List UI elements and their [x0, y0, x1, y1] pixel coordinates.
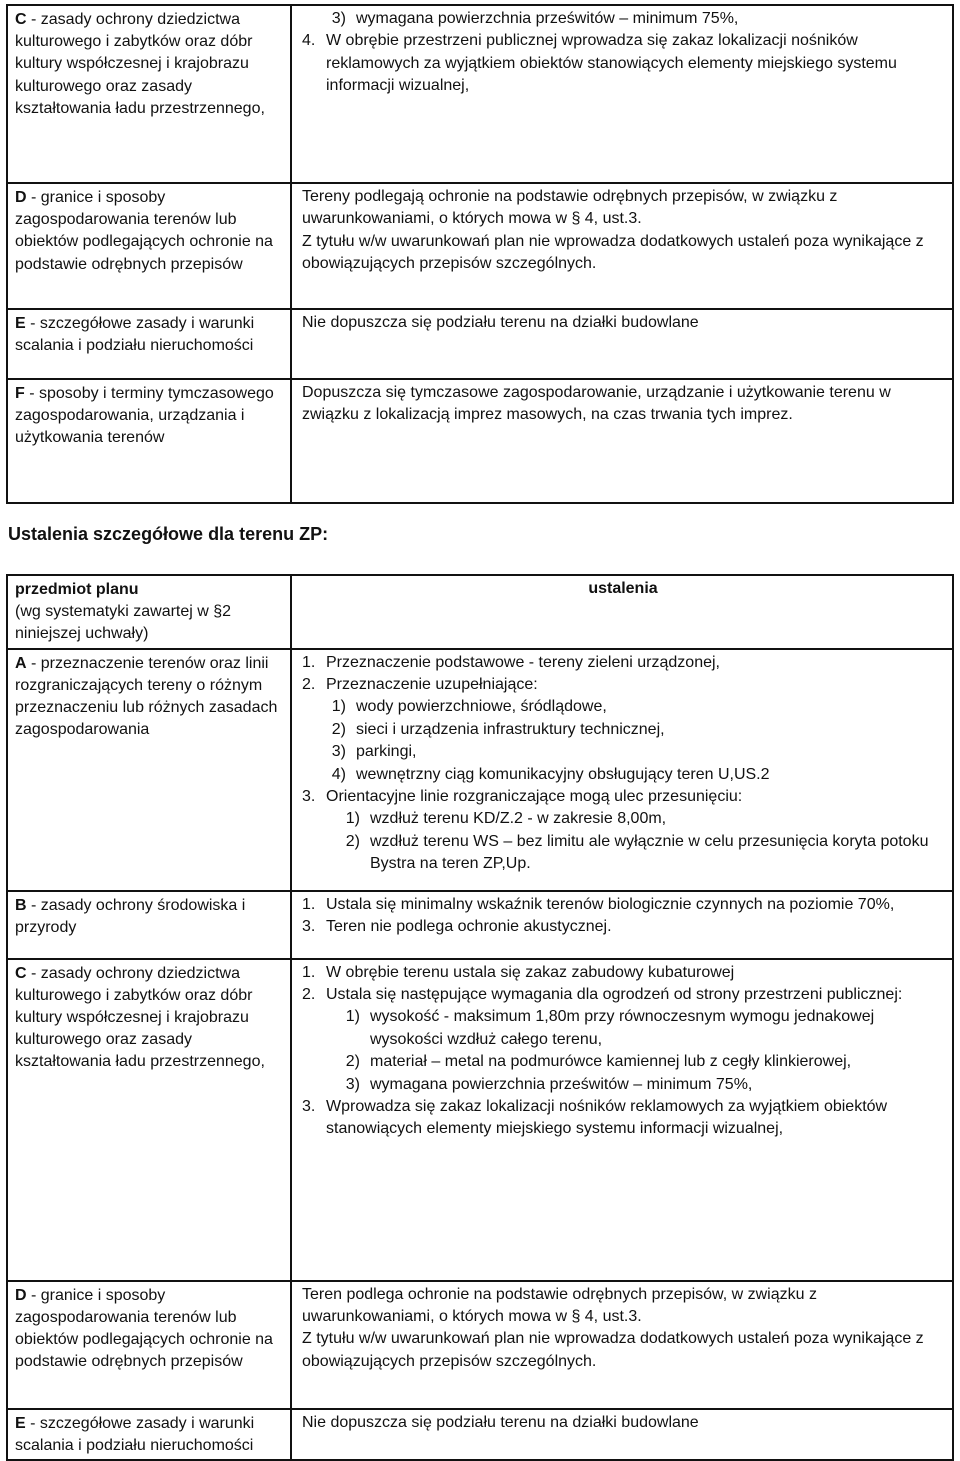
header-left-cell	[7, 575, 291, 649]
subject-cell	[7, 5, 291, 183]
provision-item	[302, 30, 944, 97]
table-row	[7, 1409, 953, 1460]
subject-cell	[7, 309, 291, 379]
provisions-cell	[291, 183, 953, 309]
provision-item	[302, 1096, 944, 1141]
subject-letter: C	[15, 11, 27, 28]
subject-label: - szczegółowe zasady i warunki scalania i podziału nieruchomości	[15, 315, 255, 355]
table-row	[7, 309, 953, 379]
subject-letter: C	[15, 964, 27, 982]
provisions-cell	[291, 959, 953, 1281]
provision-item	[302, 8, 944, 30]
provision-item	[302, 916, 944, 938]
subject-label: - szczegółowe zasady i warunki scalania i podziału nieruchomości	[15, 1414, 255, 1454]
provision-item	[302, 741, 944, 763]
subject-cell	[7, 183, 291, 309]
provision-paragraph: Tereny podlegają ochronie na podstawie odrębnych przepisów, w związku z uwarunkowaniami, o których mowa w § 4, ust.3.	[302, 188, 838, 228]
provision-number: 2)	[331, 720, 346, 738]
provisions-cell	[291, 379, 953, 503]
provision-paragraph: Teren podlega ochronie na podstawie odrębnych przepisów, w związku z uwarunkowaniami, o których mowa w § 4, ust.3.	[302, 1285, 817, 1326]
provision-text: wymagana powierzchnia prześwitów – minimum 75%,	[370, 1075, 753, 1093]
provision-text: Przeznaczenie uzupełniające:	[326, 676, 538, 694]
subject-letter: E	[15, 1414, 26, 1432]
table-row	[7, 379, 953, 503]
subject-cell	[7, 891, 291, 959]
provisions-cell	[291, 649, 953, 891]
subject-cell	[7, 1409, 291, 1460]
header-right-cell	[291, 575, 953, 649]
provision-text: wysokość - maksimum 1,80m przy równoczesnym wymogu jednakowej wysokości wzdłuż całego terenu,	[370, 1008, 875, 1048]
provision-number: 2)	[345, 1053, 360, 1071]
provisions-cell	[291, 1281, 953, 1409]
provision-item	[302, 808, 944, 830]
provision-number: 2.	[302, 676, 316, 694]
subject-letter: B	[15, 896, 27, 914]
provision-number: 3.	[302, 1098, 316, 1116]
provision-paragraph: Dopuszcza się tymczasowe zagospodarowanie, urządzanie i użytkowanie terenu w związku z lokalizacją imprez masowych, na czas trwania tych imprez.	[302, 384, 891, 424]
subject-letter: F	[15, 385, 25, 402]
provisions-cell	[291, 5, 953, 183]
provision-text: Wprowadza się zakaz lokalizacji nośników reklamowych za wyjątkiem obiektów stanowiących elementy miejskiego systemu informacji wizualnej,	[326, 1098, 888, 1138]
subject-cell	[7, 959, 291, 1281]
provision-text: W obrębie przestrzeni publicznej wprowadza się zakaz lokalizacji nośników reklamowych za wyjątkiem obiektów stanowiących elementy miejskiego systemu informacji wizualnej,	[326, 32, 897, 95]
provision-text: wody powierzchniowe, śródlądowe,	[356, 698, 607, 716]
section-heading: Ustalenia szczegółowe dla terenu ZP:	[8, 524, 329, 544]
provision-number: 3.	[302, 788, 316, 806]
provision-paragraph: Nie dopuszcza się podziału terenu na działki budowlane	[302, 314, 699, 331]
table-row	[7, 183, 953, 309]
provision-item	[302, 652, 944, 674]
subject-cell	[7, 1281, 291, 1409]
header-right-title: ustalenia	[588, 580, 658, 597]
provision-text: wzdłuż terenu KD/Z.2 - w zakresie 8,00m,	[370, 810, 667, 828]
subject-letter: D	[15, 189, 27, 206]
table-row	[7, 959, 953, 1281]
provision-number: 1.	[302, 963, 316, 981]
subject-label: - sposoby i terminy tymczasowego zagospodarowania, urządzania i użytkowania terenów	[15, 385, 274, 447]
provision-item	[302, 764, 944, 786]
provision-number: 2.	[302, 986, 316, 1004]
provision-paragraph: Z tytułu w/w uwarunkowań plan nie wprowadza dodatkowych ustaleń poza wynikające z obowiązujących przepisów szczególnych.	[302, 1330, 924, 1370]
subject-label: - zasady ochrony dziedzictwa kulturowego i zabytków oraz dóbr kultury współczesnej i krajobrazu kulturowego oraz zasady kształtowania ładu przestrzennego,	[15, 11, 265, 117]
table-row	[7, 649, 953, 891]
provision-text: Teren nie podlega ochronie akustycznej.	[326, 918, 612, 936]
header-row	[7, 575, 953, 649]
provision-number: 3)	[345, 1075, 360, 1093]
provision-text: wzdłuż terenu WS – bez limitu ale wyłącznie w celu przesunięcia koryta potoku Bystra na teren ZP,Up.	[370, 832, 929, 873]
provision-text: wewnętrzny ciąg komunikacyjny obsługujący teren U,US.2	[356, 765, 770, 783]
subject-label: - granice i sposoby zagospodarowania terenów lub obiektów podlegających ochronie na podstawie odrębnych przepisów	[15, 1286, 273, 1371]
provision-text: Przeznaczenie podstawowe - tereny zieleni urządzonej,	[326, 653, 720, 671]
provision-item	[302, 696, 944, 718]
subject-label: - zasady ochrony środowiska i przyrody	[15, 896, 246, 936]
provision-item	[302, 894, 944, 916]
provision-item	[302, 719, 944, 741]
provision-number: 1)	[345, 810, 360, 828]
provision-number: 1)	[331, 698, 346, 716]
subject-cell	[7, 649, 291, 891]
provision-text: wymagana powierzchnia prześwitów – minimum 75%,	[356, 10, 739, 27]
provision-text: sieci i urządzenia infrastruktury technicznej,	[356, 720, 665, 738]
provision-paragraph: Z tytułu w/w uwarunkowań plan nie wprowadza dodatkowych ustaleń poza wynikające z obowiązujących przepisów szczególnych.	[302, 232, 924, 273]
provision-item	[302, 984, 944, 1006]
subject-letter: D	[15, 1286, 27, 1304]
provision-item	[302, 1051, 944, 1073]
subject-label: - zasady ochrony dziedzictwa kulturowego i zabytków oraz dóbr kultury współczesnej i krajobrazu kulturowego oraz zasady kształtowania ładu przestrzennego,	[15, 964, 265, 1071]
provision-text: Ustala się minimalny wskaźnik terenów biologicznie czynnych na poziomie 70%,	[326, 895, 895, 913]
provision-item	[302, 1006, 944, 1051]
provision-number: 3)	[331, 10, 346, 27]
provision-item	[302, 674, 944, 696]
provision-text: Orientacyjne linie rozgraniczające mogą ulec przesunięciu:	[326, 788, 743, 806]
provision-number: 3)	[331, 743, 346, 761]
subject-label: - granice i sposoby zagospodarowania terenów lub obiektów podlegających ochronie na podstawie odrębnych przepisów	[15, 189, 273, 273]
subject-label: - przeznaczenie terenów oraz linii rozgraniczających tereny o różnym przeznaczeniu lub różnych zasadach zagospodarowania	[15, 654, 278, 739]
header-left-title: przedmiot planu	[15, 581, 139, 598]
provision-number: 4)	[331, 765, 346, 783]
provision-number: 3.	[302, 918, 316, 936]
provision-paragraph: Nie dopuszcza się podziału terenu na działki budowlane	[302, 1413, 699, 1431]
subject-letter: A	[15, 654, 27, 672]
provision-text: W obrębie terenu ustala się zakaz zabudowy kubaturowej	[326, 963, 735, 981]
table-row	[7, 891, 953, 959]
provisions-cell	[291, 1409, 953, 1460]
provision-number: 1.	[302, 895, 316, 913]
provision-number: 4.	[302, 32, 316, 50]
table-row	[7, 1281, 953, 1409]
bottom-table	[6, 574, 954, 1461]
provision-text: Ustala się następujące wymagania dla ogrodzeń od strony przestrzeni publicznej:	[326, 986, 903, 1004]
provision-item	[302, 962, 944, 984]
table-row	[7, 5, 953, 183]
subject-cell	[7, 379, 291, 503]
provision-text: parkingi,	[356, 743, 417, 761]
provision-item	[302, 1074, 944, 1096]
provisions-cell	[291, 891, 953, 959]
provision-item	[302, 786, 944, 808]
header-left-note: (wg systematyki zawartej w §2 niniejszej uchwały)	[15, 603, 232, 643]
provision-number: 2)	[345, 832, 360, 850]
top-table	[6, 4, 954, 504]
provision-text: materiał – metal na podmurówce kamiennej lub z cegły klinkierowej,	[370, 1053, 852, 1071]
provision-number: 1)	[345, 1008, 360, 1026]
provision-number: 1.	[302, 653, 316, 671]
provision-item	[302, 831, 944, 876]
provisions-cell	[291, 309, 953, 379]
subject-letter: E	[15, 315, 26, 332]
